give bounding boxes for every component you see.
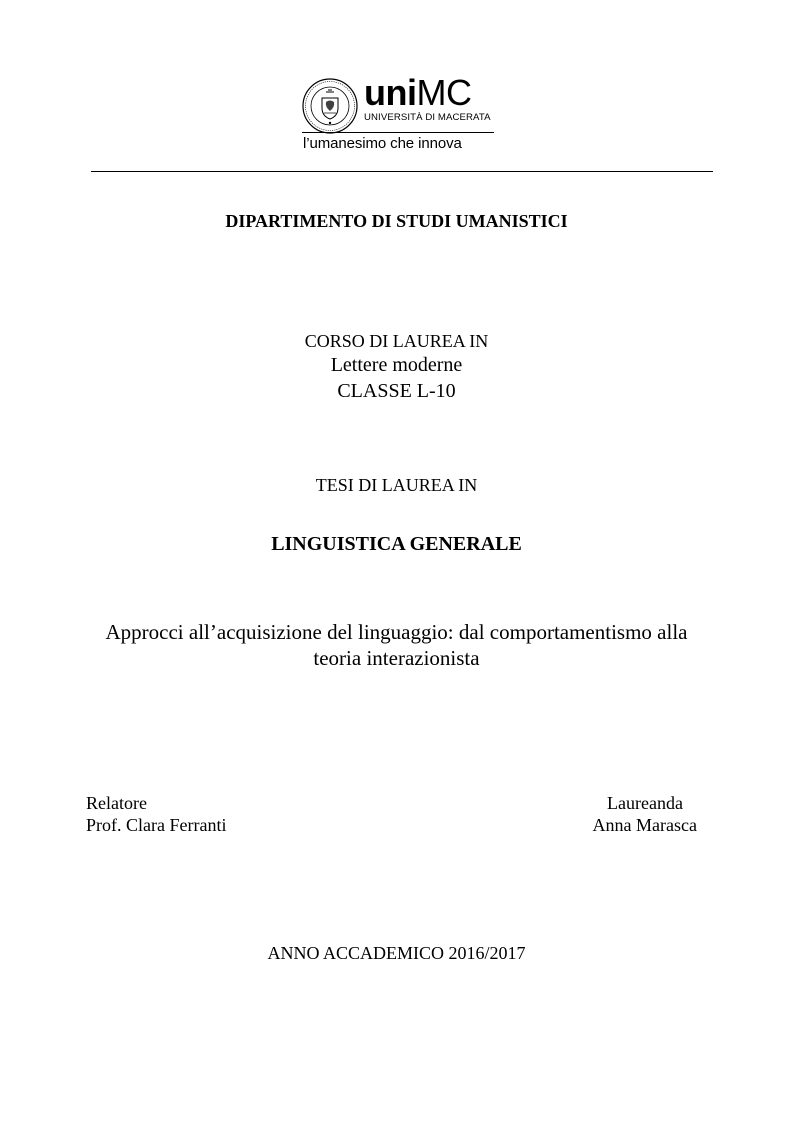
brand-light: MC: [416, 72, 472, 113]
thesis-intro: TESI DI LAUREA IN: [315, 475, 478, 495]
candidate-name: Anna Marasca: [592, 815, 697, 835]
university-logo: [302, 72, 496, 154]
brand-bold: uni: [364, 72, 417, 113]
course-name: Lettere moderne: [330, 354, 463, 376]
brand-wordmark: [364, 74, 471, 112]
course-intro: CORSO DI LAUREA IN: [304, 331, 489, 351]
supervisor-label: Relatore: [86, 793, 147, 813]
thesis-subject: LINGUISTICA GENERALE: [271, 533, 522, 555]
university-name: UNIVERSITÀ DI MACERATA: [364, 112, 491, 123]
candidate-label: Laureanda: [607, 793, 683, 813]
university-tagline: l’umanesimo che innova: [303, 135, 462, 152]
header-divider: [91, 171, 713, 172]
supervisor-name: Prof. Clara Ferranti: [86, 815, 227, 835]
logo-divider: [302, 132, 494, 133]
course-class: CLASSE L-10: [337, 380, 456, 402]
academic-year: ANNO ACCADEMICO 2016/2017: [267, 943, 526, 963]
thesis-title-line-2: teoria interazionista: [313, 646, 480, 670]
university-seal-icon: [302, 78, 358, 134]
thesis-title-line-1: Approcci all’acquisizione del linguaggio: dal comportamentismo alla: [105, 620, 688, 644]
department-heading: DIPARTIMENTO DI STUDI UMANISTICI: [225, 211, 568, 231]
